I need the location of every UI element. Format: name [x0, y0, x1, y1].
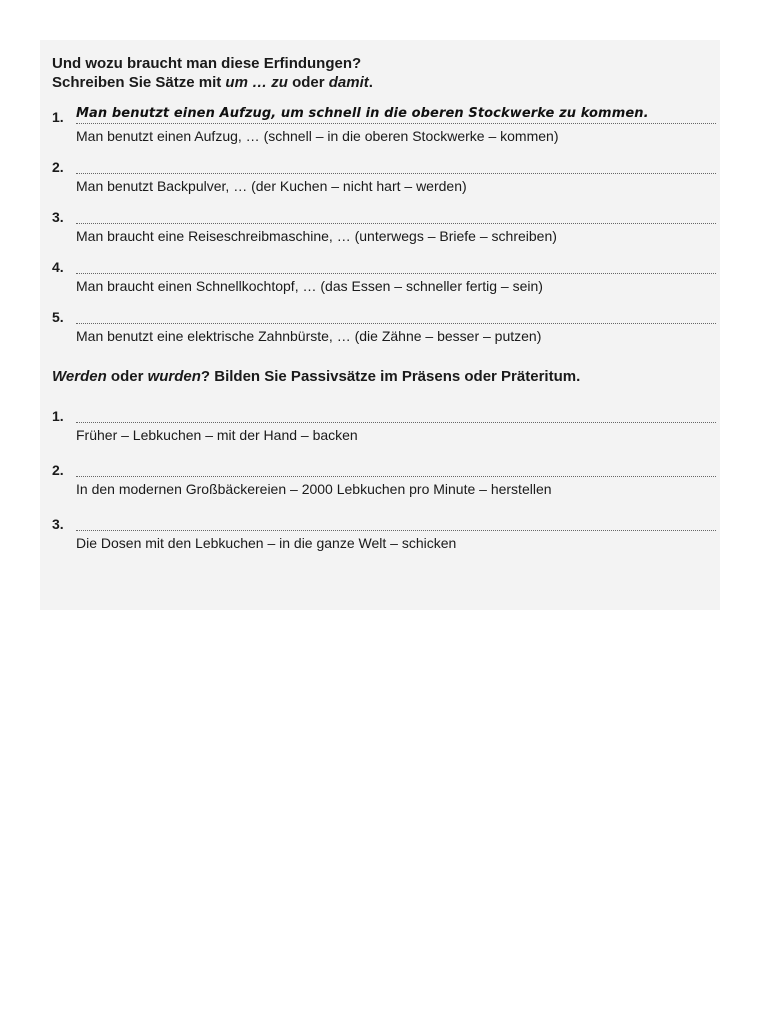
- exercise-item: [52, 309, 716, 359]
- heading-emphasis-damit: damit: [328, 74, 369, 91]
- answer-line[interactable]: [76, 476, 716, 477]
- item-prompt: In den modernen Großbäckereien – 2000 Lebkuchen pro Minute – herstellen: [76, 481, 552, 497]
- heading-emphasis-werden: Werden: [52, 368, 107, 385]
- answer-line[interactable]: [76, 123, 716, 124]
- answer-line[interactable]: [76, 223, 716, 224]
- exercise-item: [52, 106, 716, 159]
- item-prompt: Man braucht einen Schnellkochtopf, … (das Essen – schneller fertig – sein): [76, 278, 543, 294]
- item-prompt: Früher – Lebkuchen – mit der Hand – backen: [76, 427, 358, 443]
- worksheet: [52, 54, 716, 570]
- exercise-item: [52, 259, 716, 309]
- exercise-item: [52, 209, 716, 259]
- item-number: 1.: [52, 408, 64, 424]
- item-prompt: Die Dosen mit den Lebkuchen – in die ganze Welt – schicken: [76, 535, 457, 551]
- section1-heading-line1: Und wozu braucht man diese Erfindungen?: [52, 55, 362, 72]
- answer-line[interactable]: [76, 323, 716, 324]
- item-number: 3.: [52, 516, 64, 532]
- heading-text: Schreiben Sie Sätze mit: [52, 74, 226, 91]
- heading-text: ? Bilden Sie Passivsätze im Präsens oder Präteritum.: [200, 368, 581, 385]
- heading-text: oder: [287, 74, 329, 91]
- item-prompt: Man benutzt eine elektrische Zahnbürste, … (die Zähne – besser – putzen): [76, 328, 542, 344]
- section1-heading-line2: [52, 73, 716, 92]
- exercise-list-1: [52, 106, 716, 359]
- answer-line[interactable]: [76, 173, 716, 174]
- heading-text: oder: [106, 368, 148, 385]
- heading-text: .: [368, 74, 373, 91]
- item-number: 2.: [52, 462, 64, 478]
- item-prompt: Man benutzt Backpulver, … (der Kuchen – nicht hart – werden): [76, 178, 467, 194]
- heading-emphasis-wurden: wurden: [147, 368, 201, 385]
- heading-emphasis-um-zu: um … zu: [225, 74, 288, 91]
- exercise-list-2: [52, 408, 716, 570]
- handwritten-answer: Man benutzt einen Aufzug, um schnell in die oberen Stockwerke zu kommen.: [76, 106, 649, 121]
- item-number: 3.: [52, 209, 64, 225]
- exercise-item: [52, 408, 716, 462]
- section-um-zu-damit: [52, 54, 716, 359]
- answer-line[interactable]: [76, 422, 716, 423]
- item-prompt: Man braucht eine Reiseschreibmaschine, … (unterwegs – Briefe – schreiben): [76, 228, 557, 244]
- exercise-item: [52, 516, 716, 570]
- section2-heading: [52, 367, 716, 386]
- item-number: 5.: [52, 309, 64, 325]
- answer-line[interactable]: [76, 530, 716, 531]
- item-number: 4.: [52, 259, 64, 275]
- item-number: 2.: [52, 159, 64, 175]
- item-number: 1.: [52, 109, 64, 125]
- section-passive: [52, 367, 716, 570]
- item-prompt: Man benutzt einen Aufzug, … (schnell – in die oberen Stockwerke – kommen): [76, 128, 559, 144]
- answer-line[interactable]: [76, 273, 716, 274]
- exercise-item: [52, 462, 716, 516]
- exercise-item: [52, 159, 716, 209]
